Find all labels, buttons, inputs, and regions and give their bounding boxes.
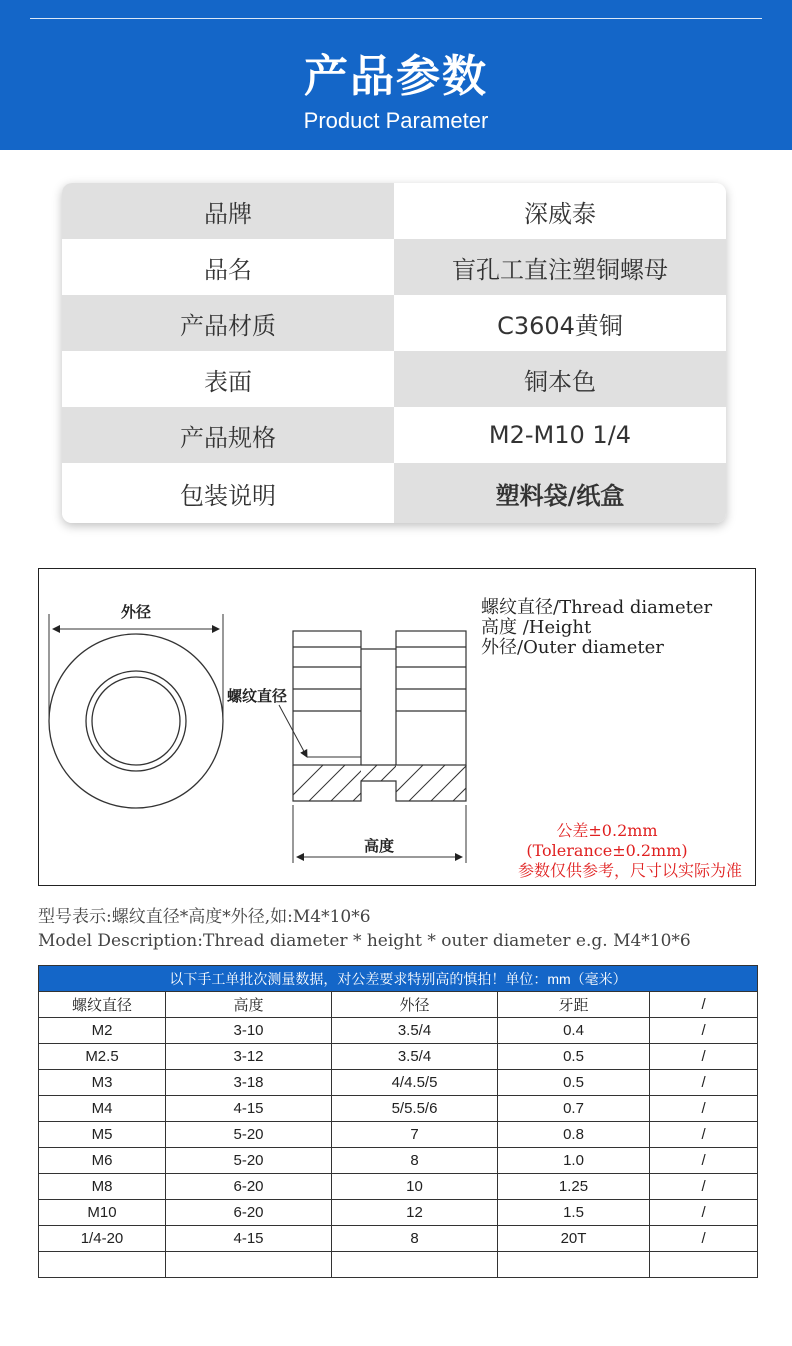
model-description-cn: 型号表示:螺纹直径*高度*外径,如:M4*10*6 — [38, 907, 371, 927]
table-cell: 0.8 — [498, 1122, 650, 1148]
table-row — [39, 1122, 758, 1148]
table-cell: 3.5/4 — [332, 1018, 498, 1044]
table-cell: M5 — [39, 1122, 166, 1148]
table-cell: / — [650, 1200, 758, 1226]
param-value: 盲孔工直注塑铜螺母 — [394, 239, 726, 295]
param-label: 包装说明 — [62, 463, 394, 523]
table-cell: 6-20 — [166, 1174, 332, 1200]
column-header: 外径 — [332, 992, 498, 1018]
model-description-en: Model Description:Thread diameter * height * outer diameter e.g. M4*10*6 — [38, 931, 691, 951]
table-cell: 4-15 — [166, 1096, 332, 1122]
table-cell — [498, 1252, 650, 1278]
tolerance-text: 公差±0.2mm — [556, 821, 658, 840]
table-caption-row — [39, 966, 758, 992]
top-view — [49, 634, 223, 808]
spec-table — [38, 965, 758, 1278]
table-row — [39, 1096, 758, 1122]
table-cell: 5/5.5/6 — [332, 1096, 498, 1122]
nut-drawing — [39, 569, 757, 887]
tolerance-text-en: (Tolerance±0.2mm) — [526, 841, 688, 860]
column-header: 高度 — [166, 992, 332, 1018]
table-cell: 3.5/4 — [332, 1044, 498, 1070]
model-description — [38, 905, 691, 953]
param-label: 品名 — [62, 239, 394, 295]
outer-dim — [49, 614, 223, 719]
header-divider — [30, 18, 762, 19]
table-cell: M10 — [39, 1200, 166, 1226]
table-row-empty — [39, 1252, 758, 1278]
table-cell — [332, 1252, 498, 1278]
table-cell: / — [650, 1070, 758, 1096]
technical-diagram — [38, 568, 756, 886]
side-view — [293, 631, 466, 801]
column-header: 牙距 — [498, 992, 650, 1018]
table-cell: M4 — [39, 1096, 166, 1122]
table-caption: 以下手工单批次测量数据，对公差要求特别高的慎拍！单位：mm（毫米） — [39, 966, 758, 992]
table-cell: M3 — [39, 1070, 166, 1096]
table-cell: M6 — [39, 1148, 166, 1174]
height-label: 高度 — [363, 837, 395, 855]
param-row-material — [62, 295, 726, 351]
header-banner — [0, 0, 792, 150]
table-cell: 4-15 — [166, 1226, 332, 1252]
table-cell: 1.0 — [498, 1148, 650, 1174]
table-cell: 0.5 — [498, 1070, 650, 1096]
table-cell: 6-20 — [166, 1200, 332, 1226]
table-cell: 1.25 — [498, 1174, 650, 1200]
param-row-packaging — [62, 463, 726, 523]
legend-outer: 外径/Outer diameter — [481, 637, 664, 658]
param-value: 塑料袋/纸盒 — [394, 463, 726, 523]
param-value: M2-M10 1/4 — [394, 407, 726, 463]
table-cell — [166, 1252, 332, 1278]
table-cell: 3-18 — [166, 1070, 332, 1096]
table-header-row — [39, 992, 758, 1018]
table-cell: 0.5 — [498, 1044, 650, 1070]
table-cell: M8 — [39, 1174, 166, 1200]
param-value: 铜本色 — [394, 351, 726, 407]
param-label: 产品规格 — [62, 407, 394, 463]
table-cell — [39, 1252, 166, 1278]
param-row-brand — [62, 183, 726, 239]
table-cell: 12 — [332, 1200, 498, 1226]
table-cell: / — [650, 1122, 758, 1148]
param-value: 深威泰 — [394, 183, 726, 239]
param-label: 品牌 — [62, 183, 394, 239]
table-row — [39, 1174, 758, 1200]
thread-diameter-label: 螺纹直径 — [226, 687, 288, 705]
table-cell: 10 — [332, 1174, 498, 1200]
table-cell: / — [650, 1096, 758, 1122]
table-cell: M2.5 — [39, 1044, 166, 1070]
table-cell: 8 — [332, 1148, 498, 1174]
table-cell: 0.7 — [498, 1096, 650, 1122]
table-row — [39, 1018, 758, 1044]
table-row — [39, 1200, 758, 1226]
outer-diameter-label: 外径 — [120, 603, 152, 621]
table-cell: / — [650, 1174, 758, 1200]
table-cell: 20T — [498, 1226, 650, 1252]
page-subtitle: Product Parameter — [303, 108, 489, 133]
table-cell: 1/4-20 — [39, 1226, 166, 1252]
table-cell: 5-20 — [166, 1148, 332, 1174]
table-row — [39, 1148, 758, 1174]
page-title: 产品参数 — [304, 51, 488, 102]
param-label: 表面 — [62, 351, 394, 407]
table-row — [39, 1070, 758, 1096]
parameter-card — [62, 183, 726, 523]
table-row — [39, 1044, 758, 1070]
table-cell: 4/4.5/5 — [332, 1070, 498, 1096]
table-cell: / — [650, 1226, 758, 1252]
table-cell: 0.4 — [498, 1018, 650, 1044]
param-row-surface — [62, 351, 726, 407]
table-cell — [650, 1252, 758, 1278]
table-row — [39, 1226, 758, 1252]
table-cell: 3-10 — [166, 1018, 332, 1044]
table-cell: / — [650, 1044, 758, 1070]
table-cell: 8 — [332, 1226, 498, 1252]
param-row-spec — [62, 407, 726, 463]
table-cell: M2 — [39, 1018, 166, 1044]
table-cell: 7 — [332, 1122, 498, 1148]
column-header: / — [650, 992, 758, 1018]
table-cell: 1.5 — [498, 1200, 650, 1226]
table-cell: 3-12 — [166, 1044, 332, 1070]
table-cell: / — [650, 1148, 758, 1174]
disclaimer-text: 参数仅供参考，尺寸以实际为准 — [517, 861, 743, 880]
column-header: 螺纹直径 — [39, 992, 166, 1018]
legend-height: 高度 /Height — [481, 617, 592, 638]
param-label: 产品材质 — [62, 295, 394, 351]
param-value: C3604黄铜 — [394, 295, 726, 351]
param-row-name — [62, 239, 726, 295]
table-cell: / — [650, 1018, 758, 1044]
table-cell: 5-20 — [166, 1122, 332, 1148]
legend-thread: 螺纹直径/Thread diameter — [481, 597, 713, 618]
